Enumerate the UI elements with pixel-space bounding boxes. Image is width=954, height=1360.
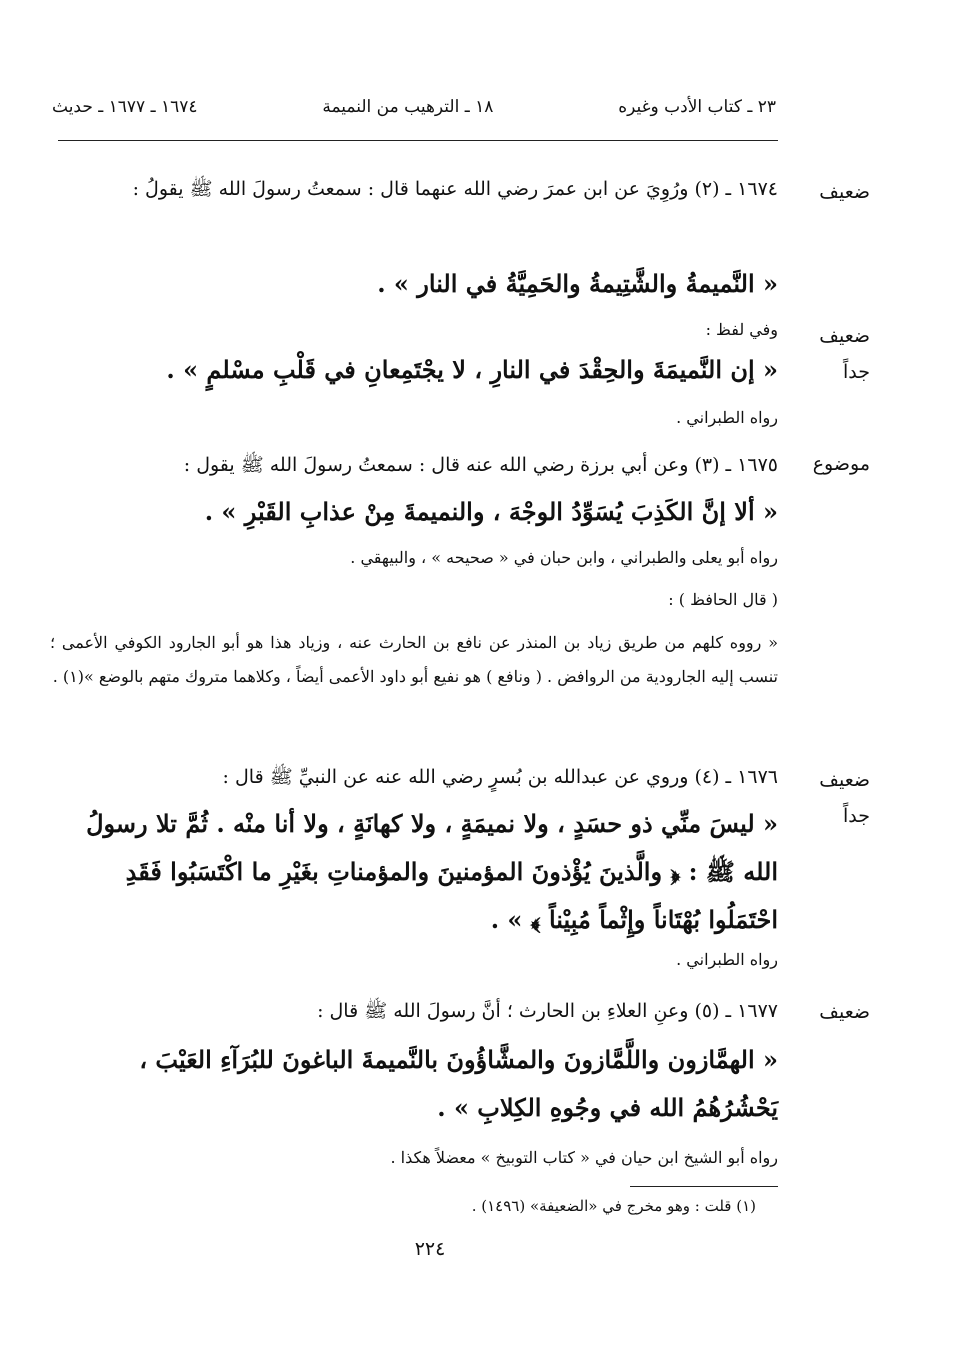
hadith-intro: ١٦٧٤ ـ (٢) ورُوِيَ عن ابن عمرَ رضي الله عنهما قال : سمعتُ رسولَ الله ﷺ يقولُ : xyxy=(132,178,778,200)
hadith-text: « ألا إنَّ الكَذِبَ يُسَوِّدُ الوجْهَ ، والنميمةَ مِنْ عذابِ القَبْرِ » . xyxy=(204,497,778,526)
header-chapter: ٢٣ ـ كتاب الأدب وغيره xyxy=(618,97,776,117)
hadith-intro: ١٦٧٦ ـ (٤) وروي عن عبدالله بن بُسرٍ رضي الله عنه عن النبيِّ ﷺ قال : xyxy=(222,766,778,788)
hadith-source: رواه أبو الشيخ ابن حيان في « كتاب التوبيخ » معضلاً هكذا . xyxy=(390,1148,778,1167)
variant-label: وفي لفظ : xyxy=(705,320,778,339)
hadith-intro: ١٦٧٥ ـ (٣) وعن أبي برزة رضي الله عنه قال : سمعتُ رسولَ الله ﷺ يقول : xyxy=(183,454,778,476)
running-header xyxy=(52,92,776,122)
footnote-divider xyxy=(630,1186,778,1187)
header-divider xyxy=(58,140,778,141)
grade-label: ضعيف xyxy=(819,1001,870,1023)
grade-label: ضعيف جداً xyxy=(819,325,870,383)
hadith-intro: ١٦٧٧ ـ (٥) وعنِ العلاءِ بن الحارث ؛ أنَّ رسولَ الله ﷺ قال : xyxy=(317,1000,778,1022)
hafiz-label: ( قال الحافظ ) : xyxy=(668,590,778,609)
hadith-text: « ليسَ منِّي ذو حسَدٍ ، ولا نميمَةٍ ، ولا كهانَةٍ ، ولا أنا منْه . ثُمَّ تلا رسولُ الله ﷺ : ﴿ والَّذينَ يُؤْذونَ المؤمنينَ والمؤمناتِ بغَيْرِ ما اكْتَسَبُوا فَقَدِ احْتَمَلُوا بُهْتَاناً وإِثْماً مُبِيْناً ﴾ » . xyxy=(86,809,778,934)
hadith-text: « الهمَّازون واللَّمَّازونَ والمشَّاؤُونَ بالنَّميمةَ الباغونَ للبُرَآءِ العَيْبَ ، يَحْشُرُهُمُ الله في وجُوهِ الكِلابِ » . xyxy=(139,1045,778,1122)
header-section: ١٨ ـ الترهيب من النميمة xyxy=(322,97,494,117)
hadith-source: رواه أبو يعلى والطبراني ، وابن حبان في « صحيحه » ، والبيهقي . xyxy=(350,548,778,567)
hadith-text: « النَّميمةُ والشَّتِيمةُ والحَمِيَّةُ في النار » . xyxy=(377,269,778,298)
hadith-text: « إن النَّميمَةَ والحِقْدَ في النارِ ، لا يجْتَمِعانِ في قَلْبِ مسْلمٍ » . xyxy=(166,355,778,384)
page-number: ٢٢٤ xyxy=(414,1238,446,1260)
header-hadith-range: ١٦٧٤ ـ ١٦٧٧ ـ حديث xyxy=(52,97,198,117)
footnote: (١) قلت : وهو مخرج في «الضعيفة» (١٤٩٦) . xyxy=(471,1197,756,1215)
grade-label: ضعيف xyxy=(819,181,870,203)
hadith-source: رواه الطبراني . xyxy=(676,950,778,969)
grade-label: ضعيف جداً xyxy=(819,769,870,827)
hafiz-comment: « رووه كلهم من طريق زياد بن المنذر عن نافع بن الحارث عنه ، وزياد هذا هو أبو الجارود الكوفي الأعمى ؛ تنسب إليه الجارودية من الروافض . ( ونافع ) هو نفيع أبو داود الأعمى أيضاً ، وكلاهما متروك متهم بالوضع »(١) . xyxy=(50,633,779,686)
grade-label: موضوع xyxy=(812,453,870,475)
hadith-source: رواه الطبراني . xyxy=(676,408,778,427)
